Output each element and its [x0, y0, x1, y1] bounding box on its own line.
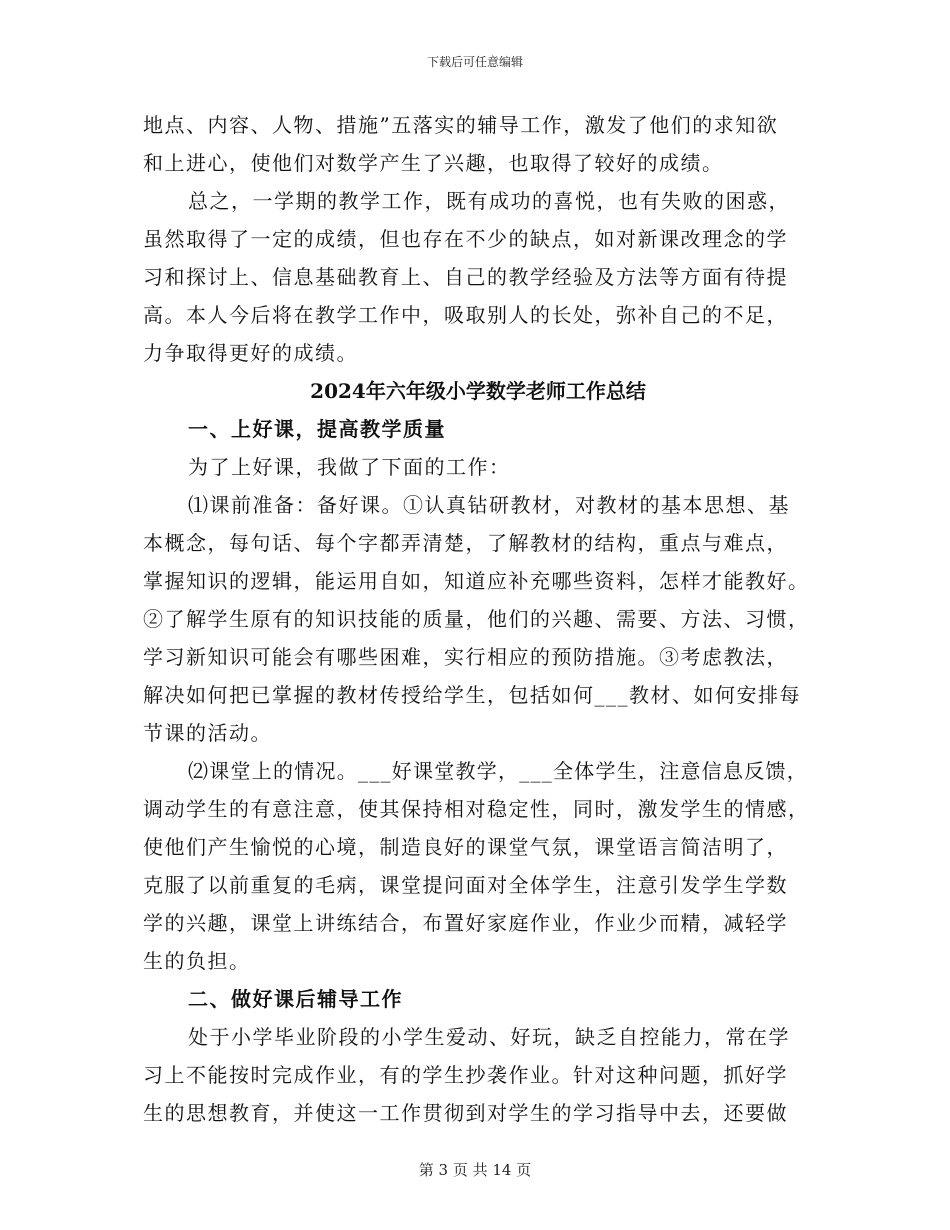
text-line: 为了上好课，我做了下面的工作：: [188, 455, 511, 479]
paragraph: [143, 1018, 813, 1132]
text-line: 调动学生的有意注意，使其保持相对稳定性，同时，激发学生的情感，: [143, 797, 810, 821]
text-line: 虽然取得了一定的成绩，但也存在不少的缺点，如对新课改理念的学: [143, 227, 788, 251]
text-line: 习和探讨上、信息基础教育上、自己的教学经验及方法等方面有待提: [143, 265, 788, 289]
text-line: ②了解学生原有的知识技能的质量，他们的兴趣、需要、方法、习惯，: [143, 607, 810, 631]
heading-text: 二、做好课后辅导工作: [188, 987, 403, 1011]
text-line: 力争取得更好的成绩。: [143, 341, 358, 365]
document-body: [143, 106, 813, 1132]
text-line: 处于小学毕业阶段的小学生爱动、好玩，缺乏自控能力，常在学: [188, 1025, 790, 1049]
text-line: 掌握知识的逻辑，能运用自如，知道应补充哪些资料，怎样才能教好。: [143, 569, 810, 593]
text-line: 使他们产生愉悦的心境，制造良好的课堂气氛，课堂语言简洁明了，: [143, 835, 788, 859]
text-line: 和上进心，使他们对数学产生了兴趣，也取得了较好的成绩。: [143, 151, 724, 175]
page-header: 下载后可任意编辑: [426, 55, 523, 69]
text-line: 习上不能按时完成作业，有的学生抄袭作业。针对这种问题，抓好学: [143, 1063, 788, 1087]
section-heading: [143, 980, 813, 1018]
text-line: 生的思想教育，并使这一工作贯彻到对学生的学习指导中去，还要做: [143, 1101, 788, 1125]
text-line: ⑵课堂上的情况。___好课堂教学，___全体学生，注意信息反馈，: [188, 759, 808, 783]
paragraph: [143, 106, 813, 182]
paragraph: [143, 486, 813, 752]
text-line: 学的兴趣，课堂上讲练结合，布置好家庭作业，作业少而精，减轻学: [143, 911, 788, 935]
title-text: 2024年六年级小学数学老师工作总结: [310, 379, 646, 403]
paragraph: [143, 182, 813, 372]
document-title: [143, 372, 813, 410]
heading-text: 一、上好课，提高教学质量: [188, 417, 446, 441]
paragraph: [143, 752, 813, 980]
paragraph: [143, 448, 813, 486]
text-line: 克服了以前重复的毛病，课堂提问面对全体学生，注意引发学生学数: [143, 873, 788, 897]
text-line: 本概念，每句话、每个字都弄清楚，了解教材的结构，重点与难点，: [143, 531, 788, 555]
text-line: 高。本人今后将在教学工作中，吸取别人的长处，弥补自己的不足，: [143, 303, 788, 327]
page-footer: 第 3 页 共 14 页: [418, 1161, 532, 1179]
text-line: 地点、内容、人物、措施”五落实的辅导工作，激发了他们的求知欲: [143, 113, 779, 137]
text-line: 学习新知识可能会有哪些困难，实行相应的预防措施。③考虑教法，: [143, 645, 788, 669]
text-line: 解决如何把已掌握的教材传授给学生，包括如何___教材、如何安排每: [143, 683, 801, 707]
text-line: 生的负担。: [143, 949, 251, 973]
text-line: 节课的活动。: [143, 721, 272, 745]
text-line: 总之，一学期的教学工作，既有成功的喜悦，也有失败的困惑，: [188, 189, 790, 213]
text-line: ⑴课前准备：备好课。①认真钻研教材，对教材的基本思想、基: [188, 493, 790, 517]
section-heading: [143, 410, 813, 448]
